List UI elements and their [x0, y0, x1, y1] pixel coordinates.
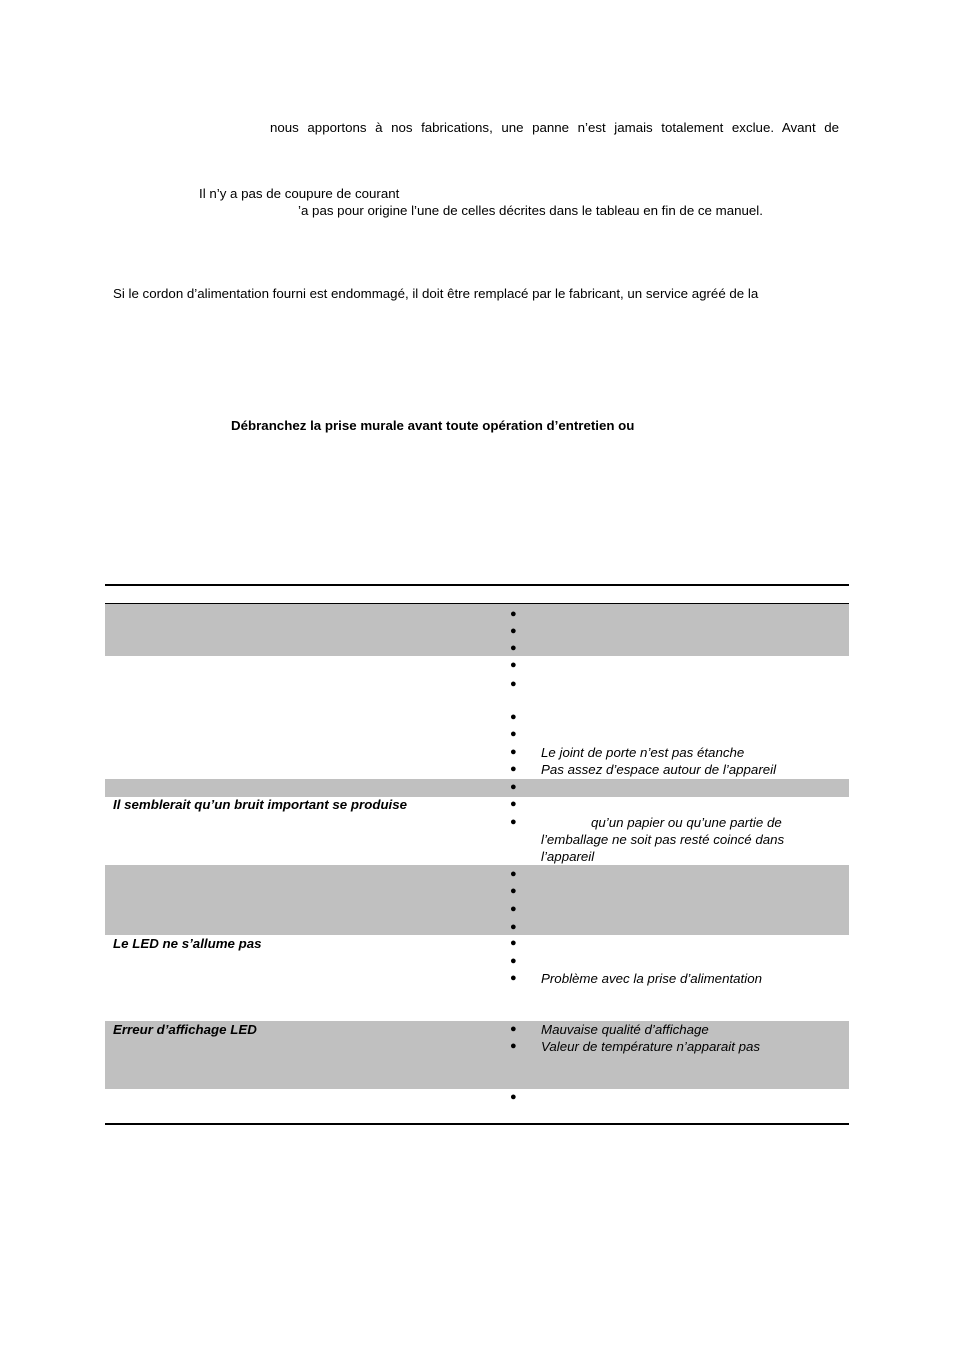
bullet-icon: ●: [510, 608, 517, 620]
cause-text: Problème avec la prise d’alimentation: [541, 971, 762, 986]
bullet-icon: ●: [510, 781, 517, 793]
bullet-icon: ●: [510, 1091, 517, 1103]
paragraph-line-3: ’a pas pour origine l’une de celles décrites dans le tableau en fin de ce manuel.: [298, 203, 763, 218]
cause-text: l’appareil: [541, 849, 595, 864]
cause-text: l’emballage ne soit pas resté coincé dans: [541, 832, 785, 847]
bullet-icon: ●: [510, 955, 517, 967]
bullet-icon: ●: [510, 678, 517, 690]
bullet-icon: ●: [510, 885, 517, 897]
bullet-icon: ●: [510, 937, 517, 949]
table-bottom-rule: [105, 1123, 849, 1125]
bullet-icon: ●: [510, 1023, 517, 1035]
bullet-icon: ●: [510, 625, 517, 637]
problem-label: Erreur d’affichage LED: [113, 1022, 257, 1037]
bullet-icon: ●: [510, 816, 517, 828]
bullet-icon: ●: [510, 868, 517, 880]
bullet-icon: ●: [510, 1040, 517, 1052]
table-row: [105, 604, 849, 656]
bullet-icon: ●: [510, 711, 517, 723]
warning-text: Débranchez la prise murale avant toute opération d’entretien ou: [231, 418, 635, 433]
paragraph-line-4: Si le cordon d’alimentation fourni est endommagé, il doit être remplacé par le fabricant, un service agréé de la: [113, 286, 759, 301]
paragraph-line-1: nous apportons à nos fabrications, une panne n’est jamais totalement exclue. Avant de: [270, 120, 839, 135]
table-top-rule: [105, 584, 849, 586]
cause-text: Mauvaise qualité d’affichage: [541, 1022, 709, 1037]
bullet-icon: ●: [510, 921, 517, 933]
cause-text: qu’un papier ou qu’une partie de: [591, 815, 782, 830]
table-row: [105, 779, 849, 797]
cause-text: Pas assez d’espace autour de l’appareil: [541, 762, 777, 777]
cause-text: Le joint de porte n’est pas étanche: [541, 745, 745, 760]
bullet-icon: ●: [510, 903, 517, 915]
bullet-icon: ●: [510, 746, 517, 758]
bullet-icon: ●: [510, 763, 517, 775]
bullet-icon: ●: [510, 798, 517, 810]
bullet-icon: ●: [510, 642, 517, 654]
cause-text: Valeur de température n’apparait pas: [541, 1039, 761, 1054]
bullet-icon: ●: [510, 659, 517, 671]
paragraph-line-2: Il n’y a pas de coupure de courant: [199, 186, 400, 201]
bullet-icon: ●: [510, 972, 517, 984]
problem-label: Le LED ne s’allume pas: [113, 936, 262, 951]
problem-label: Il semblerait qu’un bruit important se produise: [113, 797, 408, 812]
bullet-icon: ●: [510, 728, 517, 740]
table-row: [105, 1089, 849, 1123]
table-row: [105, 865, 849, 935]
